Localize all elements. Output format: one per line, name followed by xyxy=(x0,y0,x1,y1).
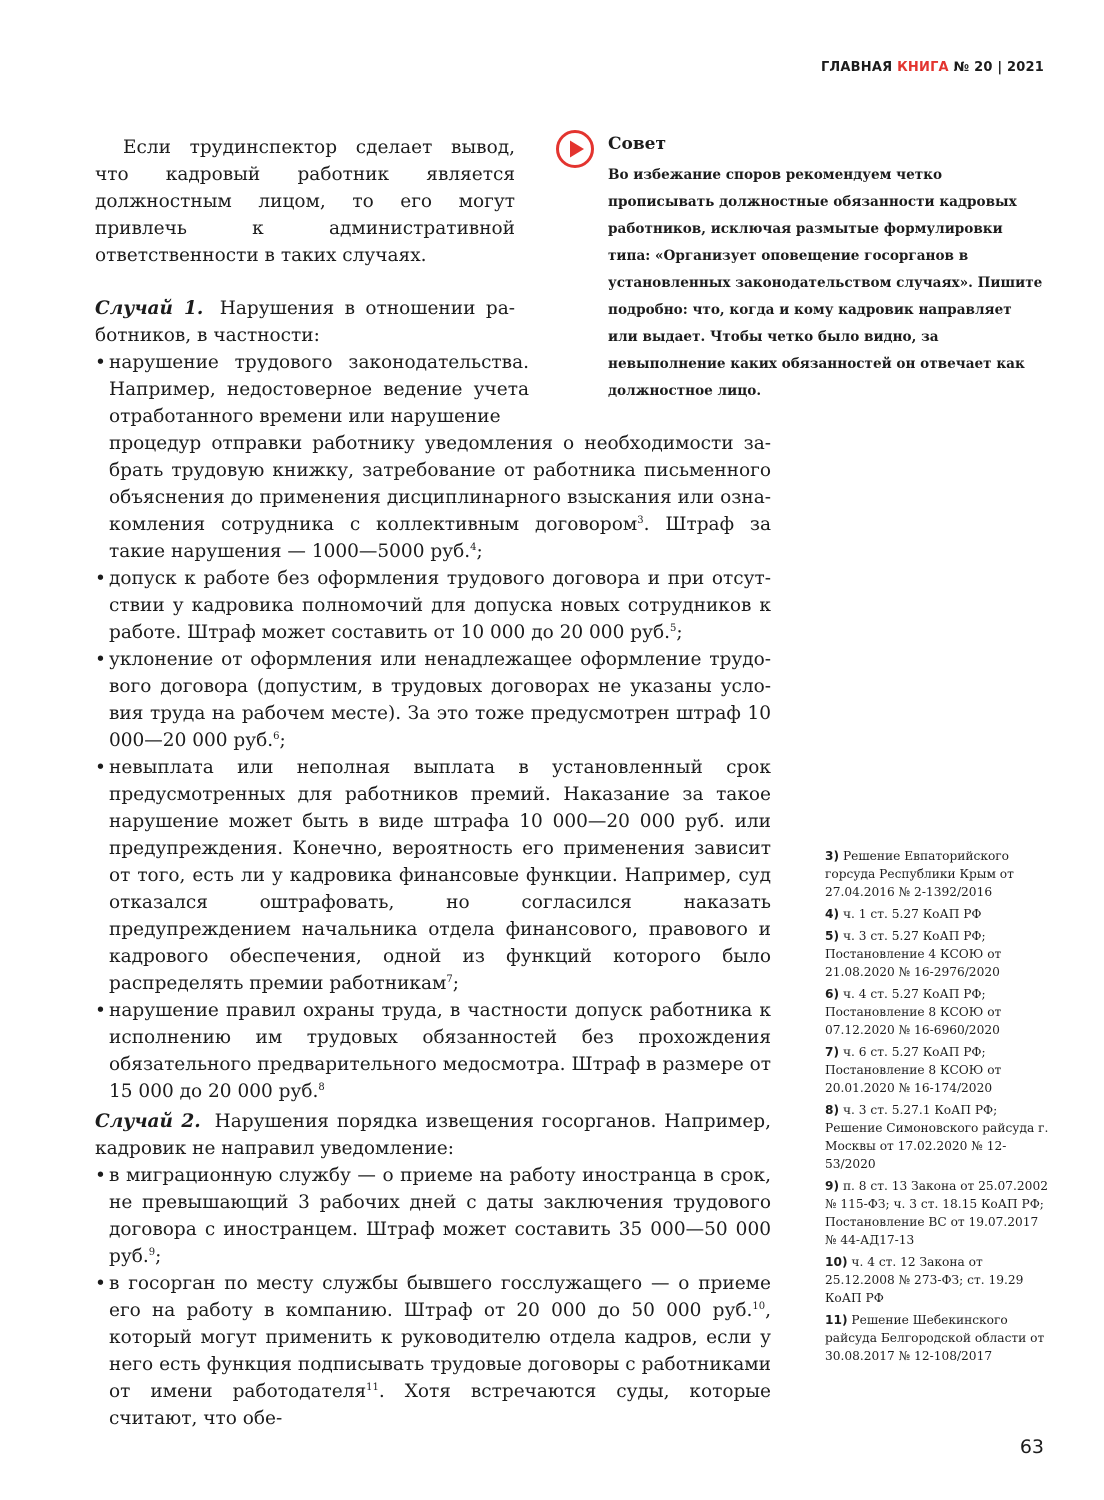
list-item-tail: . Хотя встречаются суды, которые считают, что обе- xyxy=(109,1381,771,1429)
play-icon xyxy=(555,129,595,169)
footnote xyxy=(825,1253,1050,1307)
footnote-ref: 6 xyxy=(273,730,280,742)
footnote-text: ч. 1 ст. 5.27 КоАП РФ xyxy=(842,907,982,921)
footnote-number: 3) xyxy=(825,849,840,863)
case-2-list xyxy=(95,1162,771,1432)
list-item-tail: ; xyxy=(476,541,483,562)
footnote-ref: 4 xyxy=(470,541,477,553)
footnote-number: 9) xyxy=(825,1179,840,1193)
footnote-text: ч. 3 ст. 5.27.1 КоАП РФ; Решение Симоновского райсуда г. Москвы от 17.02.2020 № 12-53/2020 xyxy=(825,1103,1049,1171)
header-magazine-word1: ГЛАВНАЯ xyxy=(820,60,893,75)
case-2-lead-text: Нарушения порядка извещения госорганов. Например, кадровик не направил уведомление: xyxy=(95,1111,771,1159)
list-item-tail: ; xyxy=(676,622,683,643)
footnotes-sidebar xyxy=(825,847,1050,1369)
page-number: 63 xyxy=(1019,1436,1044,1458)
list-item-text: процедур отправки работнику уведомления о необходимости забрать трудовую книжку, затребование от работника письменного объяснения до применения дисциплинарного взыскания или ознакомления сотрудника с коллективным договором xyxy=(109,433,771,535)
footnote-text: ч. 6 ст. 5.27 КоАП РФ; Постановление 8 КСОЮ от 20.01.2020 № 16-174/2020 xyxy=(825,1045,1002,1095)
case-1-lead-text: Нарушения в отношении работников, в частности: xyxy=(95,298,515,346)
case-1-title: Случай 1. xyxy=(95,298,204,319)
list-item xyxy=(95,1162,771,1270)
footnote-ref: 10 xyxy=(752,1300,766,1312)
list-item xyxy=(95,349,771,565)
footnote xyxy=(825,905,1050,923)
footnote xyxy=(825,985,1050,1039)
case-2-title: Случай 2. xyxy=(95,1111,201,1132)
footnote xyxy=(825,847,1050,901)
footnote-ref: 3 xyxy=(637,514,644,526)
list-item xyxy=(95,997,771,1105)
tip-title: Совет xyxy=(608,134,667,154)
footnote-text: п. 8 ст. 13 Закона от 25.07.2002 № 115-ФЗ; ч. 3 ст. 18.15 КоАП РФ; Постановление ВС от 19.07.2017 № 44-АД17-13 xyxy=(825,1179,1048,1247)
list-item-tail: ; xyxy=(155,1246,162,1267)
footnote-text: ч. 4 ст. 5.27 КоАП РФ; Постановление 8 КСОЮ от 07.12.2020 № 16-6960/2020 xyxy=(825,987,1002,1037)
footnote xyxy=(825,1043,1050,1097)
footnote-number: 8) xyxy=(825,1103,840,1117)
list-item-tail: ; xyxy=(452,973,459,994)
footnote-number: 6) xyxy=(825,987,840,1001)
footnote-text: Решение Евпаторийского горсуда Республики Крым от 27.04.2016 № 2-1392/2016 xyxy=(825,849,1014,899)
header-issue: № 20 | 2021 xyxy=(953,60,1044,75)
footnote xyxy=(825,1311,1050,1365)
list-item xyxy=(95,1270,771,1432)
case-1-list xyxy=(95,349,771,1105)
list-item-text: невыплата или неполная выплата в установленный срок предусмотренных для работников премий. Наказание за такое нарушение может быть в виде штрафа 10 000—20 000 руб. или предупреждения. Конечно, вероятность его применения зависит от того, есть ли у кадровика финансовые функции. Например, суд отказался оштрафовать, но согласился наказать предупреждением начальника отдела финансового, правового и кадрового обеспечения, одной из функций которого было распределять премии работникам xyxy=(109,757,771,994)
list-item xyxy=(95,565,771,646)
footnote xyxy=(825,1101,1050,1173)
list-item-text: . Штраф за такие нарушения — 1000—5000 руб. xyxy=(109,514,771,562)
footnote-number: 4) xyxy=(825,907,840,921)
footnote-ref: 5 xyxy=(669,622,677,634)
case-2-lead xyxy=(95,1108,771,1162)
list-item-text: , который могут применить к руководителю отдела кадров, если у него есть функция подписывать трудовые договоры с работниками от имени работодателя xyxy=(109,1300,771,1402)
list-item-text: допуск к работе без оформления трудового договора и при отсутствии у кадровика полномочий для допуска новых сотрудников к работе. Штраф может составить от 10 000 до 20 000 руб. xyxy=(109,568,771,643)
case-1-lead xyxy=(95,295,515,349)
case-2-section xyxy=(95,1108,771,1432)
running-header xyxy=(821,60,1044,75)
list-item-text: уклонение от оформления или ненадлежащее оформление трудового договора (допустим, в трудовых договорах не указаны условия труда на рабочем месте). За это тоже предусмотрен штраф 10 000—20 000 руб. xyxy=(109,649,771,751)
footnote-number: 7) xyxy=(825,1045,840,1059)
list-item-text: нарушение правил охраны труда, в частности допуск работника к исполнению им трудовых обязанностей без прохождения обязательного предварительного медосмотра. Штраф в размере от 15 000 до 20 000 руб. xyxy=(109,1000,771,1102)
footnote xyxy=(825,927,1050,981)
footnote-ref: 11 xyxy=(366,1381,379,1393)
list-item-tail: ; xyxy=(279,730,286,751)
intro-paragraph: Если трудинспектор сделает вывод, что кадровый работник является должностным лицом, то его могут привлечь к административной ответственности в таких случаях. xyxy=(95,137,515,266)
case-1-section xyxy=(95,295,771,1105)
list-item xyxy=(95,646,771,754)
footnote-number: 11) xyxy=(825,1313,848,1327)
footnote-text: ч. 4 ст. 12 Закона от 25.12.2008 № 273-ФЗ; ст. 19.29 КоАП РФ xyxy=(825,1255,1024,1305)
list-item-text: в госорган по месту службы бывшего госслужащего — о приеме его на работу в компанию. Штраф от 20 000 до 50 000 руб. xyxy=(109,1273,771,1321)
header-magazine-word2: КНИГА xyxy=(897,60,949,75)
footnote-text: Решение Шебекинского райсуда Белгородской области от 30.08.2017 № 12-108/2017 xyxy=(825,1313,1045,1363)
list-item-text: в миграционную службу — о приеме на работу иностранца в срок, не превышающий 3 рабочих дней с даты заключения трудового договора с иностранцем. Штраф может составить 35 000—50 000 руб. xyxy=(109,1165,771,1267)
list-item-narrow-text: • нарушение трудового законодательства. Например, недостоверное ведение учета отработанного времени или нарушение xyxy=(109,352,529,427)
footnote-number: 10) xyxy=(825,1255,848,1269)
list-item xyxy=(95,754,771,997)
footnote-ref: 9 xyxy=(148,1246,156,1258)
footnote-ref: 7 xyxy=(446,973,453,985)
footnote xyxy=(825,1177,1050,1249)
footnote-text: ч. 3 ст. 5.27 КоАП РФ; Постановление 4 КСОЮ от 21.08.2020 № 16-2976/2020 xyxy=(825,929,1002,979)
tip-text: Во избежание споров рекомендуем четко прописывать должностные обязанности кадровых работников, исключая размытые формулировки типа: «Организует оповещение госорганов в установленных законодательством случаях». Пишите подробно: что, когда и кому кадровик направляет или выдает. Чтобы четко было видно, за невыполнение каких обязанностей он отвечает как должностное лицо. xyxy=(608,167,1043,399)
footnote-ref: 8 xyxy=(318,1081,325,1093)
footnote-number: 5) xyxy=(825,929,840,943)
